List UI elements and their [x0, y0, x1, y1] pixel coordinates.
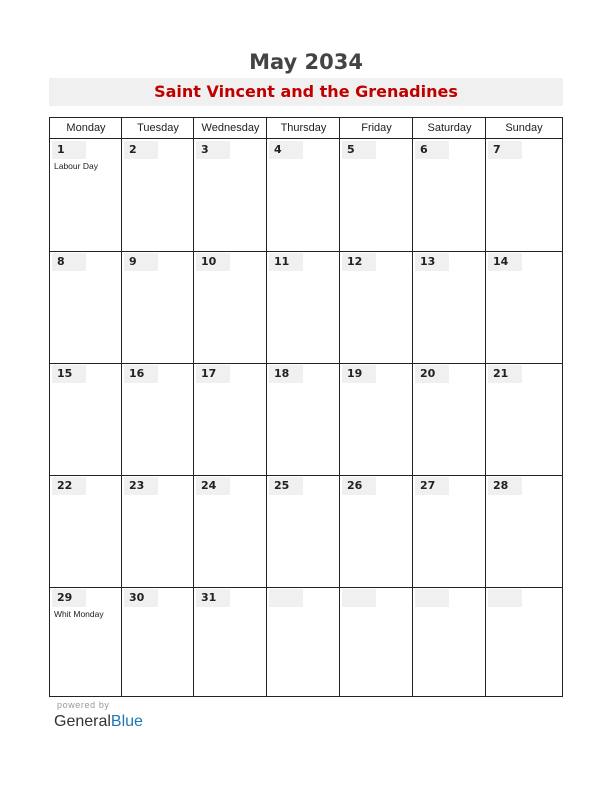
day-cell[interactable]	[486, 363, 561, 474]
day-number: 24	[196, 477, 230, 495]
day-cell[interactable]	[486, 587, 561, 698]
day-number: 31	[196, 589, 230, 607]
day-number: 2	[124, 141, 158, 159]
day-cell[interactable]	[50, 475, 121, 586]
day-cell[interactable]	[122, 587, 193, 698]
brand-blue-text: Blue	[110, 713, 143, 730]
day-cell[interactable]	[267, 587, 339, 698]
weekday-sunday: Sunday	[505, 122, 543, 134]
day-cell[interactable]	[340, 587, 412, 698]
weekday-monday: Monday	[66, 122, 106, 134]
weekday-saturday: Saturday	[427, 122, 472, 134]
page-title: May 2034	[249, 50, 363, 74]
day-number: 30	[124, 589, 158, 607]
day-number: 4	[269, 141, 303, 159]
calendar-grid	[49, 117, 563, 697]
day-cell[interactable]	[122, 139, 193, 250]
day-cell[interactable]	[413, 363, 485, 474]
day-cell[interactable]	[340, 139, 412, 250]
day-cell[interactable]	[267, 139, 339, 250]
day-cell[interactable]	[194, 587, 266, 698]
day-number: 1	[52, 141, 86, 159]
brand-logo[interactable]	[54, 713, 143, 731]
day-number: 8	[52, 253, 86, 271]
day-number: 28	[488, 477, 522, 495]
day-number	[488, 589, 522, 607]
day-cell[interactable]	[122, 475, 193, 586]
day-cell[interactable]	[267, 363, 339, 474]
weekday-wednesday: Wednesday	[201, 122, 260, 134]
day-cell[interactable]	[50, 363, 121, 474]
day-number: 14	[488, 253, 522, 271]
day-number: 9	[124, 253, 158, 271]
day-number: 19	[342, 365, 376, 383]
day-number	[269, 589, 303, 607]
day-number: 17	[196, 365, 230, 383]
day-number	[415, 589, 449, 607]
day-number: 25	[269, 477, 303, 495]
day-number: 12	[342, 253, 376, 271]
day-cell[interactable]	[50, 139, 121, 250]
day-number: 5	[342, 141, 376, 159]
weekday-thursday: Thursday	[280, 122, 327, 134]
day-cell[interactable]	[50, 251, 121, 362]
day-number: 11	[269, 253, 303, 271]
country-banner	[49, 78, 563, 106]
brand-general-text: General	[54, 713, 111, 730]
day-number: 10	[196, 253, 230, 271]
day-number: 21	[488, 365, 522, 383]
day-cell[interactable]	[340, 363, 412, 474]
day-number	[342, 589, 376, 607]
day-number: 7	[488, 141, 522, 159]
weekday-tuesday: Tuesday	[137, 122, 179, 134]
day-cell[interactable]	[413, 587, 485, 698]
powered-by-text: powered by	[57, 700, 110, 710]
day-cell[interactable]	[194, 475, 266, 586]
day-cell[interactable]	[50, 587, 121, 698]
holiday-label: Whit Monday	[54, 609, 104, 619]
day-cell[interactable]	[194, 139, 266, 250]
day-number: 16	[124, 365, 158, 383]
day-cell[interactable]	[413, 139, 485, 250]
day-number: 3	[196, 141, 230, 159]
day-cell[interactable]	[413, 475, 485, 586]
weekday-friday: Friday	[361, 122, 392, 134]
holiday-label: Labour Day	[54, 161, 98, 171]
day-number: 27	[415, 477, 449, 495]
day-cell[interactable]	[340, 251, 412, 362]
day-number: 15	[52, 365, 86, 383]
day-cell[interactable]	[486, 251, 561, 362]
day-number: 18	[269, 365, 303, 383]
day-number: 6	[415, 141, 449, 159]
day-cell[interactable]	[486, 139, 561, 250]
day-number: 20	[415, 365, 449, 383]
day-cell[interactable]	[267, 475, 339, 586]
day-number: 22	[52, 477, 86, 495]
day-cell[interactable]	[122, 363, 193, 474]
country-name: Saint Vincent and the Grenadines	[154, 82, 458, 101]
day-cell[interactable]	[194, 251, 266, 362]
day-cell[interactable]	[413, 251, 485, 362]
day-cell[interactable]	[486, 475, 561, 586]
day-cell[interactable]	[122, 251, 193, 362]
day-cell[interactable]	[267, 251, 339, 362]
day-cell[interactable]	[340, 475, 412, 586]
day-number: 23	[124, 477, 158, 495]
day-cell[interactable]	[194, 363, 266, 474]
day-number: 13	[415, 253, 449, 271]
day-number: 29	[52, 589, 86, 607]
day-number: 26	[342, 477, 376, 495]
